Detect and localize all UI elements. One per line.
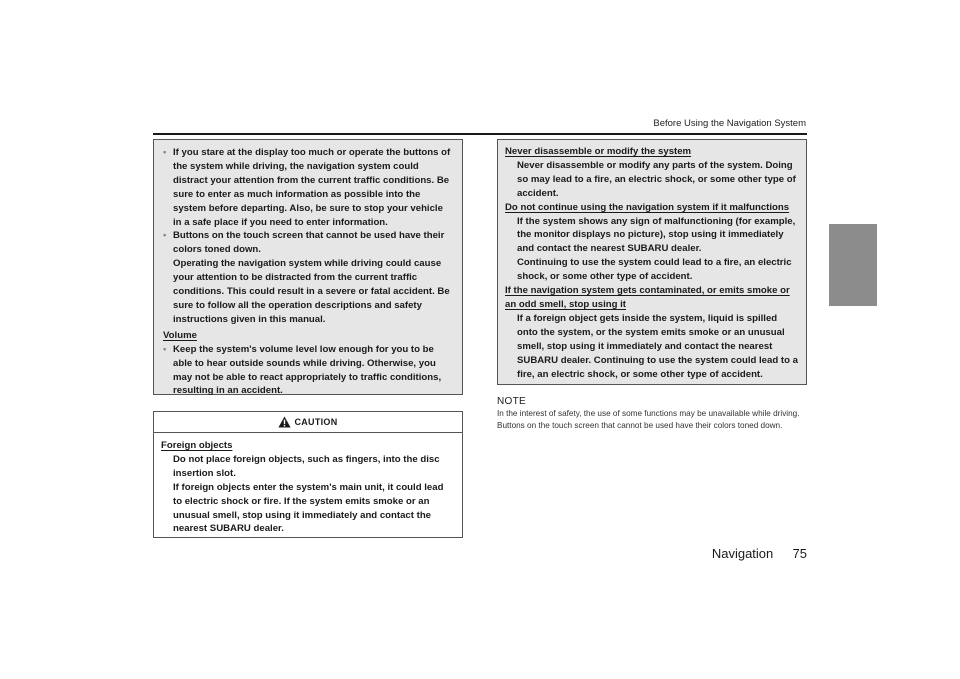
warning-box-left (153, 139, 463, 395)
warning-bullet-1: • If you stare at the display too much or operate the buttons of the system while driving, the navigation system could distract your attention from the current traffic conditions. Be sure to enter as much information as possible into the system before departing. Also, be sure to stop your vehicle in a safe place if you need to enter information. (163, 147, 451, 228)
volume-bullet: • Keep the system's volume level low enough for you to be able to hear outside sounds while driving. Otherwise, you may not be able to react appropriately to traffic conditions, resulting in an accident. (163, 343, 442, 397)
bullet-icon: • (163, 343, 167, 355)
malfunction-text-2: Continuing to use the system could lead to a fire, an electric shock, or some other type of accident. (517, 257, 792, 283)
caution-body (154, 433, 462, 536)
header-rule (153, 133, 807, 135)
warning-bullet-2-continuation: Operating the navigation system while driving could cause your attention to be distracted from the current traffic conditions. This could result in a severe or fatal accident. Be sure to follow all the operation descriptions and safety instructions given in this manual. (173, 258, 450, 325)
page-number: 75 (792, 546, 807, 561)
malfunction-text-1: If the system shows any sign of malfunctioning (for example, the monitor displays no picture), stop using it immediately and contact the nearest SUBARU dealer. (517, 215, 796, 255)
contaminated-heading: If the navigation system gets contaminated, or emits smoke or an odd smell, stop using it (505, 285, 790, 310)
malfunction-heading: Do not continue using the navigation system if it malfunctions (505, 201, 790, 213)
foreign-objects-heading: Foreign objects (161, 440, 233, 451)
bullet-icon: • (163, 147, 167, 158)
note-text: In the interest of safety, the use of some functions may be unavailable while driving. Buttons on the touch screen that cannot be used have their colors toned down. (497, 409, 800, 431)
bullet-icon: • (163, 230, 167, 242)
footer-section: Navigation (711, 546, 774, 561)
caution-triangle-icon (278, 416, 291, 428)
volume-heading: Volume (163, 329, 197, 341)
note-block (497, 396, 809, 433)
caution-label: CAUTION (294, 417, 338, 427)
contaminated-text: If a foreign object gets inside the system, liquid is spilled onto the system, or the system emits smoke or an unusual smell, stop using it immediately and contact the nearest SUBARU dealer. Continuing to use the system could lead to a fire, an electric shock, or some other type of accident. (517, 312, 798, 380)
chapter-side-tab (829, 224, 877, 306)
page-footer (712, 546, 807, 561)
caution-header (154, 412, 462, 433)
page-header-title: Before Using the Navigation System (653, 118, 806, 129)
note-title: NOTE (497, 396, 526, 407)
caution-box (153, 411, 463, 538)
warning-bullet-2: • Buttons on the touch screen that cannot be used have their colors toned down. Operating the navigation system while driving could cause your attention to be distracted from the current traffic conditions. This could result in a severe or fatal accident. Be sure to follow all the operation descriptions and safety instructions given in this manual. (163, 229, 454, 326)
foreign-objects-text-2: If foreign objects enter the system's main unit, it could lead to electric shock or fire. If the system emits smoke or an unusual smell, stop using it immediately and contact the nearest SUBARU dealer. (173, 481, 444, 535)
foreign-objects-text-1: Do not place foreign objects, such as fingers, into the disc insertion slot. (173, 453, 440, 479)
disassemble-heading: Never disassemble or modify the system (505, 146, 692, 157)
warning-box-right (497, 139, 807, 385)
disassemble-text: Never disassemble or modify any parts of the system. Doing so may lead to a fire, an electric shock, or some other type of accident. (517, 159, 796, 199)
